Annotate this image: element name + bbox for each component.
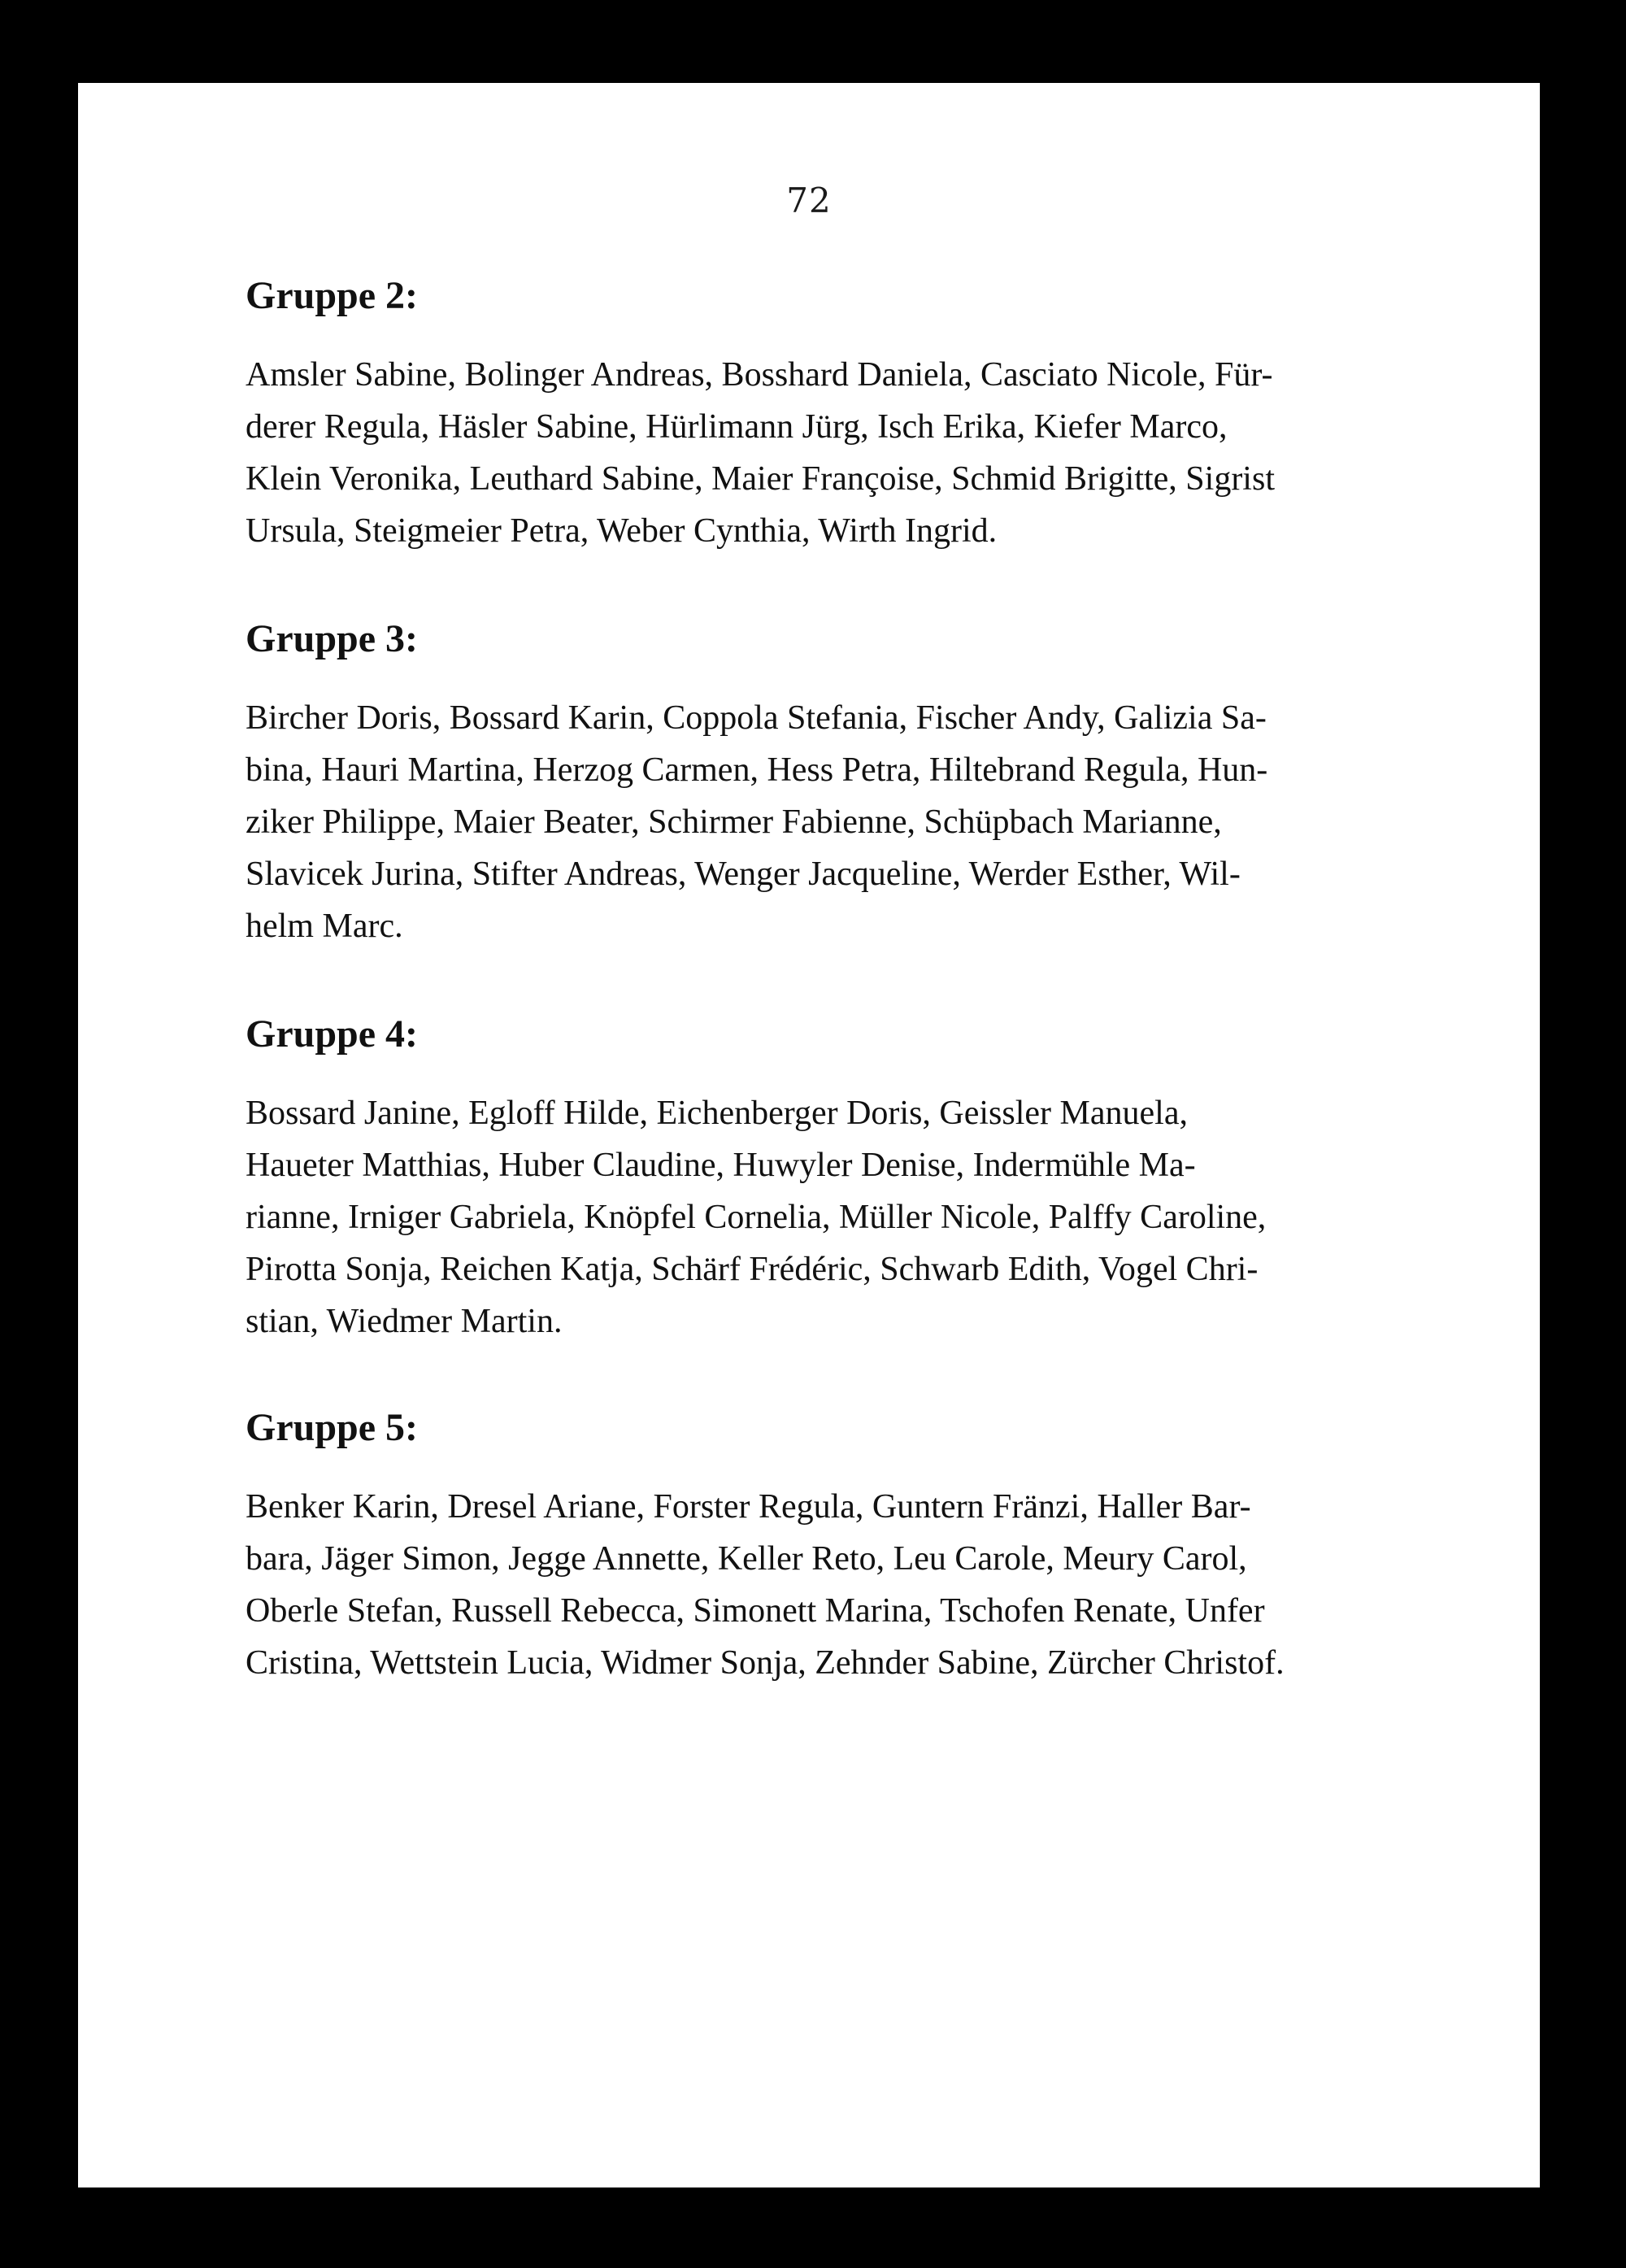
members-line: rianne, Irniger Gabriela, Knöpfel Cornelia, Müller Nicole, Palffy Caroline, [246, 1199, 1267, 1236]
group-heading: Gruppe 5: [246, 1406, 419, 1449]
group-members-list [246, 349, 1457, 557]
members-line: Bircher Doris, Bossard Karin, Coppola Stefania, Fischer Andy, Galizia Sa- [246, 699, 1267, 737]
members-line: Slavicek Jurina, Stifter Andreas, Wenger Jacqueline, Werder Esther, Wil- [246, 855, 1241, 893]
members-line: Pirotta Sonja, Reichen Katja, Schärf Frédéric, Schwarb Edith, Vogel Chri- [246, 1251, 1259, 1288]
group-heading: Gruppe 4: [246, 1012, 419, 1056]
members-line: helm Marc. [246, 908, 403, 945]
group-members-list [246, 692, 1457, 952]
members-line: stian, Wiedmer Martin. [246, 1303, 563, 1340]
page-number: 72 [786, 181, 832, 220]
members-line: derer Regula, Häsler Sabine, Hürlimann Jürg, Isch Erika, Kiefer Marco, [246, 408, 1228, 446]
members-line: Klein Veronika, Leuthard Sabine, Maier Françoise, Schmid Brigitte, Sigrist [246, 460, 1275, 498]
group-heading: Gruppe 3: [246, 617, 419, 660]
members-line: Cristina, Wettstein Lucia, Widmer Sonja, Zehnder Sabine, Zürcher Christof. [246, 1644, 1285, 1682]
group-heading: Gruppe 2: [246, 274, 419, 317]
members-line: Oberle Stefan, Russell Rebecca, Simonett Marina, Tschofen Renate, Unfer [246, 1592, 1265, 1630]
group-members-list [246, 1087, 1457, 1347]
members-line: bara, Jäger Simon, Jegge Annette, Keller Reto, Leu Carole, Meury Carol, [246, 1540, 1247, 1578]
group-5-section [246, 1406, 1465, 1689]
members-line: Haueter Matthias, Huber Claudine, Huwyler Denise, Indermühle Ma- [246, 1147, 1196, 1184]
group-members-list [246, 1481, 1457, 1689]
members-line: Ursula, Steigmeier Petra, Weber Cynthia, Wirth Ingrid. [246, 512, 998, 550]
members-line: Amsler Sabine, Bolinger Andreas, Bosshard Daniela, Casciato Nicole, Für- [246, 356, 1273, 394]
members-line: bina, Hauri Martina, Herzog Carmen, Hess Petra, Hiltebrand Regula, Hun- [246, 751, 1268, 789]
group-2-section [246, 274, 1465, 557]
members-line: Benker Karin, Dresel Ariane, Forster Regula, Guntern Fränzi, Haller Bar- [246, 1488, 1251, 1526]
group-4-section [246, 1012, 1465, 1347]
document-page [78, 83, 1540, 2187]
members-line: ziker Philippe, Maier Beater, Schirmer Fabienne, Schüpbach Marianne, [246, 803, 1222, 841]
group-3-section [246, 617, 1465, 952]
members-line: Bossard Janine, Egloff Hilde, Eichenberger Doris, Geissler Manuela, [246, 1095, 1188, 1132]
